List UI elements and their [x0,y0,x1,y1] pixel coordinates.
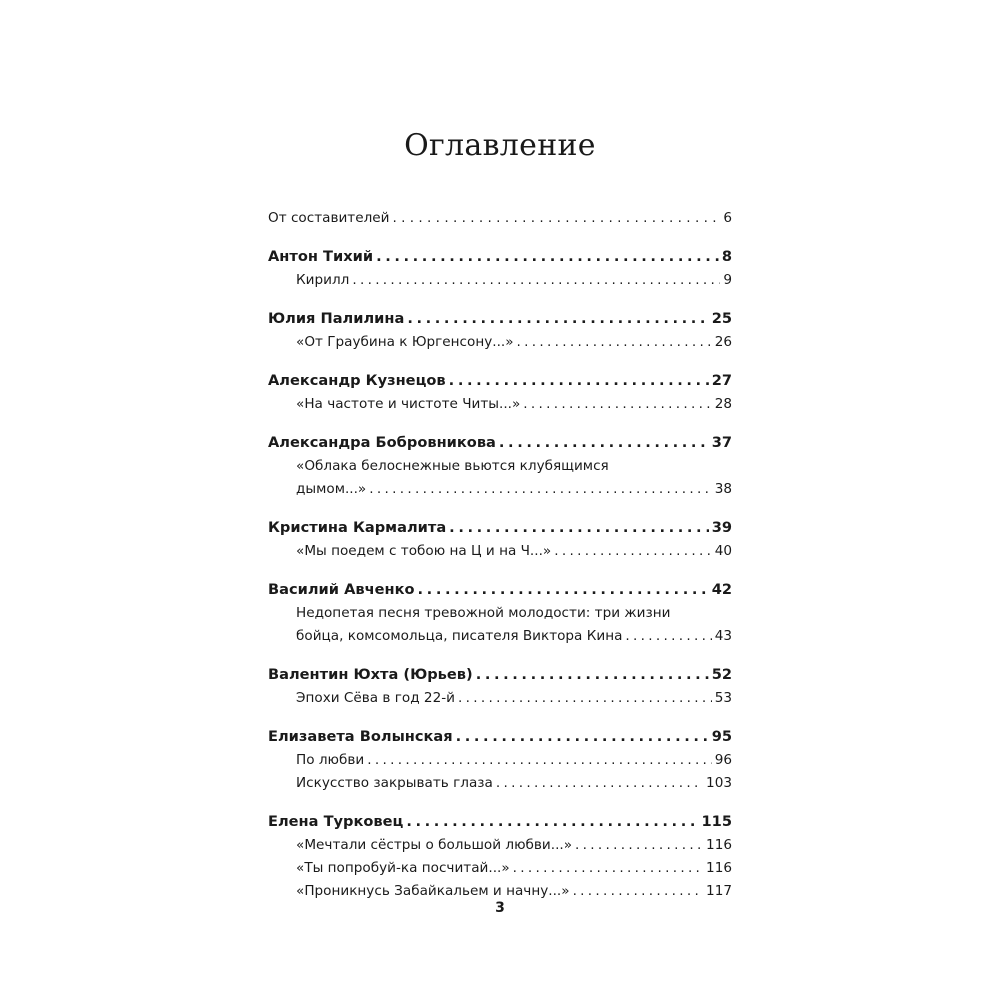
dot-leader [369,478,711,501]
author-entry[interactable] [268,577,732,602]
dot-leader [517,331,712,354]
work-entry[interactable] [268,687,732,710]
dot-leader [496,772,703,795]
entry-page-number: 42 [711,581,732,598]
entry-title: «Ты попробуй-ка посчитай...» [296,860,510,876]
author-entry[interactable] [268,244,732,269]
entry-page-number: 116 [706,860,732,876]
entry-title: бойца, комсомольца, писателя Виктора Кина [296,628,623,644]
entry-page-number: 6 [723,210,732,226]
entry-title-line: Недопетая песня тревожной молодости: три жизни [296,605,671,621]
entry-page-number: 103 [706,775,732,791]
toc-section [268,368,732,416]
author-entry[interactable] [268,515,732,540]
dot-leader [456,724,709,749]
dot-leader [407,306,708,331]
entry-page-number: 52 [711,666,732,683]
entry-page-number: 38 [714,481,732,497]
entry-title: «Мечтали сёстры о большой любви...» [296,837,573,853]
entry-page-number: 39 [711,519,732,536]
entry-page-number: 43 [714,628,732,644]
entry-title: «Проникнусь Забайкальем и начну...» [296,883,570,899]
entry-title: По любви [296,752,365,768]
toc-section [268,207,732,230]
entry-page-number: 116 [706,837,732,853]
author-entry[interactable] [268,368,732,393]
entry-title: Елена Турковец [268,813,404,830]
entry-title: «Мы поедем с тобою на Ц и на Ч...» [296,543,552,559]
work-entry[interactable] [268,772,732,795]
entry-page-number: 53 [714,690,732,706]
work-entry[interactable] [268,625,732,648]
dot-leader [554,540,711,563]
dot-leader [352,269,720,292]
dot-leader [499,430,709,455]
work-entry[interactable] [268,393,732,416]
entry-title: Искусство закрывать глаза [296,775,493,791]
entry-page-number: 8 [721,248,732,265]
author-entry[interactable] [268,809,732,834]
entry-page-number: 9 [723,272,732,288]
toc-section [268,724,732,795]
dot-leader [523,393,711,416]
entry-title-line: «Облака белоснежные вьются клубящимся [296,458,609,474]
entry-title: От составителей [268,210,390,226]
dot-leader [575,834,703,857]
work-entry[interactable] [268,857,732,880]
entry-page-number: 28 [714,396,732,412]
dot-leader [449,368,709,393]
toc-section [268,577,732,648]
page-number: 3 [495,900,505,916]
dot-leader [458,687,712,710]
entry-page-number: 37 [711,434,732,451]
entry-title: «От Граубина к Юргенсону...» [296,334,514,350]
entry-title: дымом...» [296,481,367,497]
entry-page-number: 117 [706,883,732,899]
entry-title: «На частоте и чистоте Читы...» [296,396,521,412]
dot-leader [406,809,698,834]
entry-page-number: 115 [701,813,732,830]
toc-section [268,662,732,710]
entry-page-number: 27 [711,372,732,389]
author-entry[interactable] [268,724,732,749]
dot-leader [418,577,709,602]
entry-title: Александра Бобровникова [268,434,496,451]
entry-title: Василий Авченко [268,581,415,598]
entry-page-number: 26 [714,334,732,350]
toc-section [268,306,732,354]
toc-section [268,244,732,292]
work-entry[interactable] [268,540,732,563]
page-title: Оглавление [404,128,596,163]
dot-leader [449,515,709,540]
entry-page-number: 95 [711,728,732,745]
entry-title: Елизавета Волынская [268,728,453,745]
entry-title: Александр Кузнецов [268,372,446,389]
toc-section [268,515,732,563]
entry-title: Юлия Палилина [268,310,405,327]
work-entry[interactable] [268,749,732,772]
entry-page-number: 40 [714,543,732,559]
dot-leader [392,207,720,230]
entry-title: Кристина Кармалита [268,519,447,536]
dot-leader [367,749,711,772]
work-entry[interactable] [268,331,732,354]
toc-section [268,809,732,903]
author-entry[interactable] [268,662,732,687]
entry-title: Кирилл [296,272,350,288]
author-entry[interactable] [268,430,732,455]
dot-leader [376,244,719,269]
dot-leader [513,857,703,880]
work-entry[interactable] [268,269,732,292]
entry-page-number: 96 [714,752,732,768]
entry-title: Валентин Юхта (Юрьев) [268,666,473,683]
toc-entry[interactable] [268,207,732,230]
dot-leader [476,662,709,687]
work-entry[interactable] [268,478,732,501]
entry-title: Эпохи Сёва в год 22-й [296,690,455,706]
entry-title: Антон Тихий [268,248,374,265]
work-entry[interactable] [268,834,732,857]
toc-section [268,430,732,501]
entry-page-number: 25 [711,310,732,327]
dot-leader [625,625,711,648]
table-of-contents [268,207,732,903]
author-entry[interactable] [268,306,732,331]
